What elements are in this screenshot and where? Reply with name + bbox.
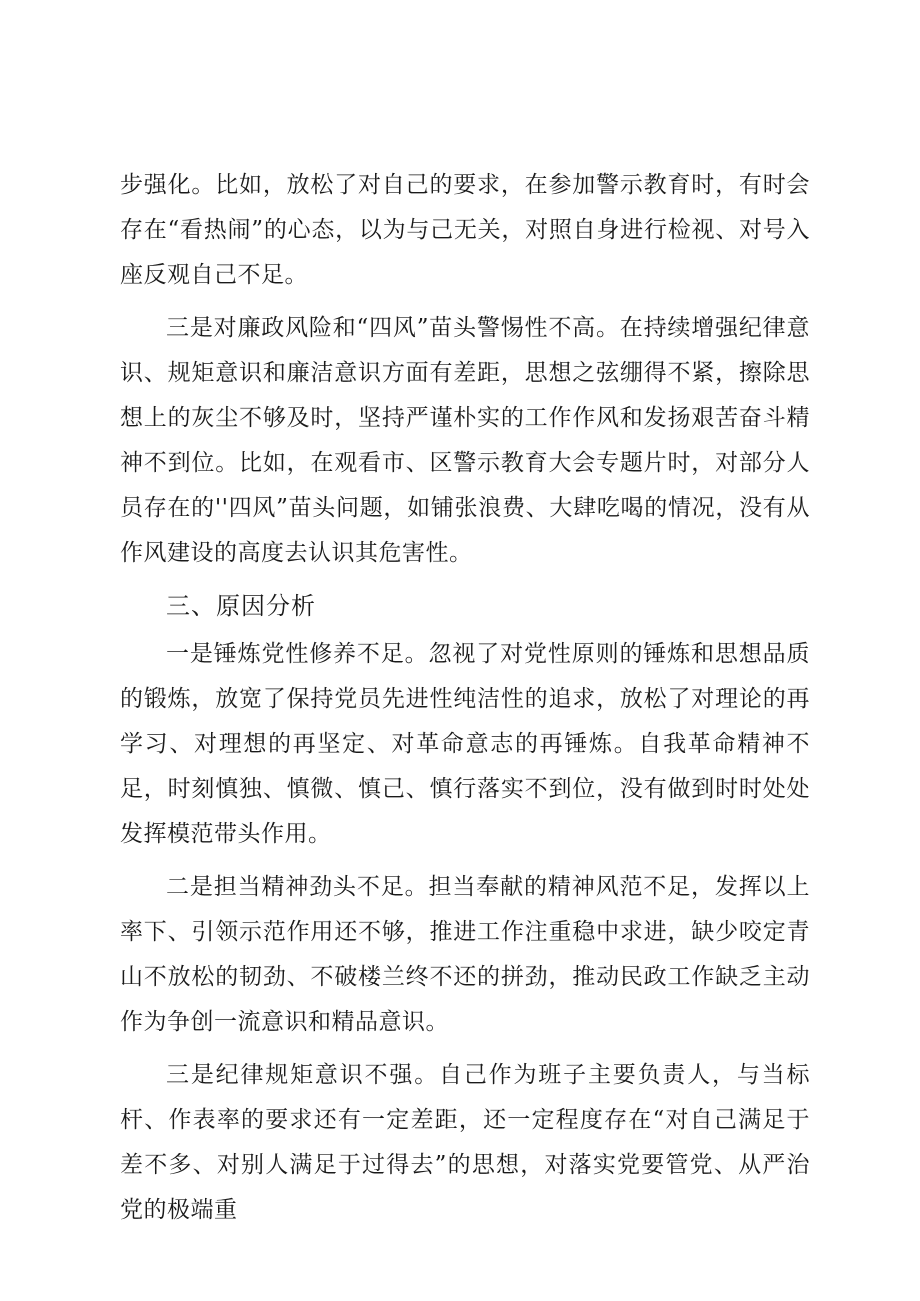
paragraph-cause-three: 三是纪律规矩意识不强。自己作为班子主要负责人，与当标杆、作表率的要求还有一定差距，还一定程度存在“对自己满足于差不多、对别人满足于过得去”的思想，对落实党要管党、从严治党的极端重 (120, 1062, 810, 1223)
section-heading-cause-analysis: 三、原因分析 (166, 592, 316, 620)
document-body (120, 163, 810, 1241)
paragraph-point-three-vigilance: 三是对廉政风险和“四风”苗头警惕性不高。在持续增强纪律意识、规矩意识和廉洁意识方面有差距，思想之弦绷得不紧，擦除思想上的灰尘不够及时，坚持严谨朴实的工作作风和发扬艰苦奋斗精神不到位。比如，在观看市、区警示教育大会专题片时，对部分人员存在的''四风”苗头问题，如铺张浪费、大肆吃喝的情况，没有从作风建设的高度去认识其危害性。 (120, 315, 810, 566)
paragraph-cause-two: 二是担当精神劲头不足。担当奉献的精神风范不足，发挥以上率下、引领示范作用还不够，推进工作注重稳中求进，缺少咬定青山不放松的韧劲、不破楼兰终不还的拼劲，推动民政工作缺乏主动作为争创一流意识和精品意识。 (120, 874, 810, 1035)
paragraph-cause-one: 一是锤炼党性修养不足。忽视了对党性原则的锤炼和思想品质的锻炼，放宽了保持党员先进性纯洁性的追求，放松了对理论的再学习、对理想的再坚定、对革命意志的再锤炼。自我革命精神不足，时刻慎独、慎微、慎己、慎行落实不到位，没有做到时时处处发挥模范带头作用。 (120, 641, 810, 847)
paragraph-continuation: 步强化。比如，放松了对自己的要求，在参加警示教育时，有时会存在“看热闹”的心态，以为与己无关，对照自身进行检视、对号入座反观自己不足。 (120, 172, 810, 288)
